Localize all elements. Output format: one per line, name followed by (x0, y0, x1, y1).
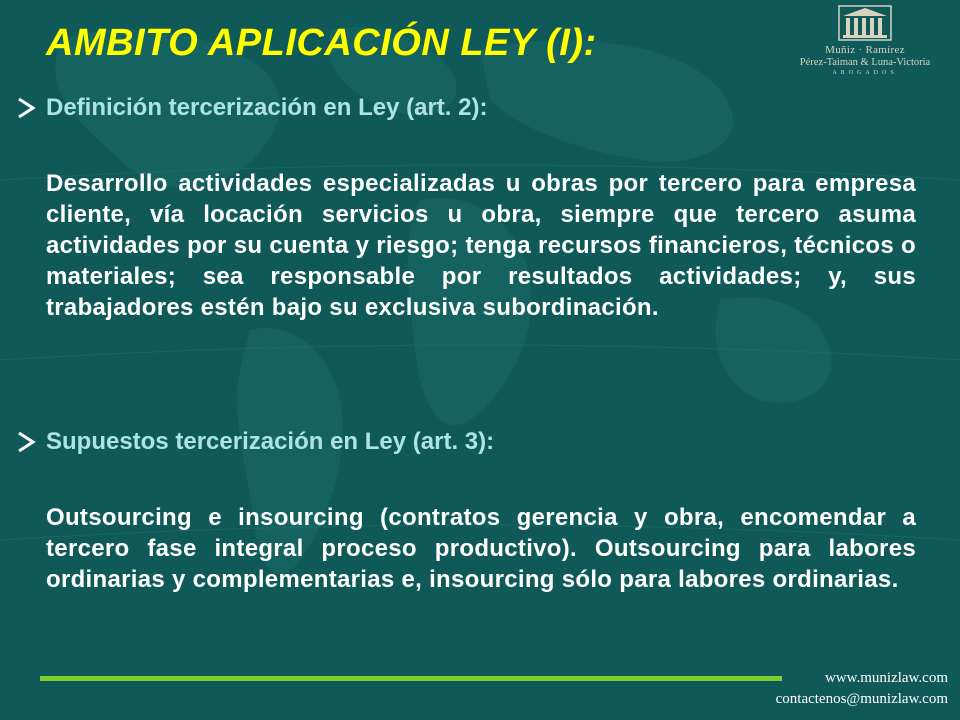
bullet-supuestos (16, 428, 494, 456)
footer-divider (40, 676, 782, 681)
slide-title: AMBITO APLICACIÓN LEY (I): (46, 22, 597, 64)
building-columns-icon (837, 4, 893, 42)
email-link[interactable]: contactenos@munizlaw.com (775, 691, 948, 707)
arrow-right-icon (16, 96, 38, 120)
footer-contact (776, 668, 948, 710)
logo-subtitle: ABOGADOS (832, 70, 898, 76)
bullet-body: Desarrollo actividades especializadas u obras por tercero para empresa cliente, vía locación servicios u obra, siempre que tercero asuma actividades por su cuenta y riesgo; tenga recursos financieros, técnicos o materiales; sea responsable por resultados actividades; y, sus trabajadores estén bajo su exclusiva subordinación. (46, 170, 916, 321)
logo-firm-name-line2: Pérez-Taiman & Luna-Victoria (799, 57, 931, 68)
logo-firm-name-line1: Muñiz · Ramírez (825, 44, 905, 56)
bullet-heading: Supuestos tercerización en Ley (art. 3): (46, 428, 495, 455)
website-link[interactable]: www.munizlaw.com (824, 670, 948, 686)
bullet-heading: Definición tercerización en Ley (art. 2): (46, 94, 488, 121)
arrow-right-icon (16, 430, 38, 454)
bullet-definicion (16, 94, 487, 122)
bullet-body: Outsourcing e insourcing (contratos gerencia y obra, encomendar a tercero fase integral proceso productivo). Outsourcing para labores ordinarias y complementarias e, insourcing sólo para labores ordinarias. (46, 504, 916, 593)
firm-logo (772, 4, 958, 86)
